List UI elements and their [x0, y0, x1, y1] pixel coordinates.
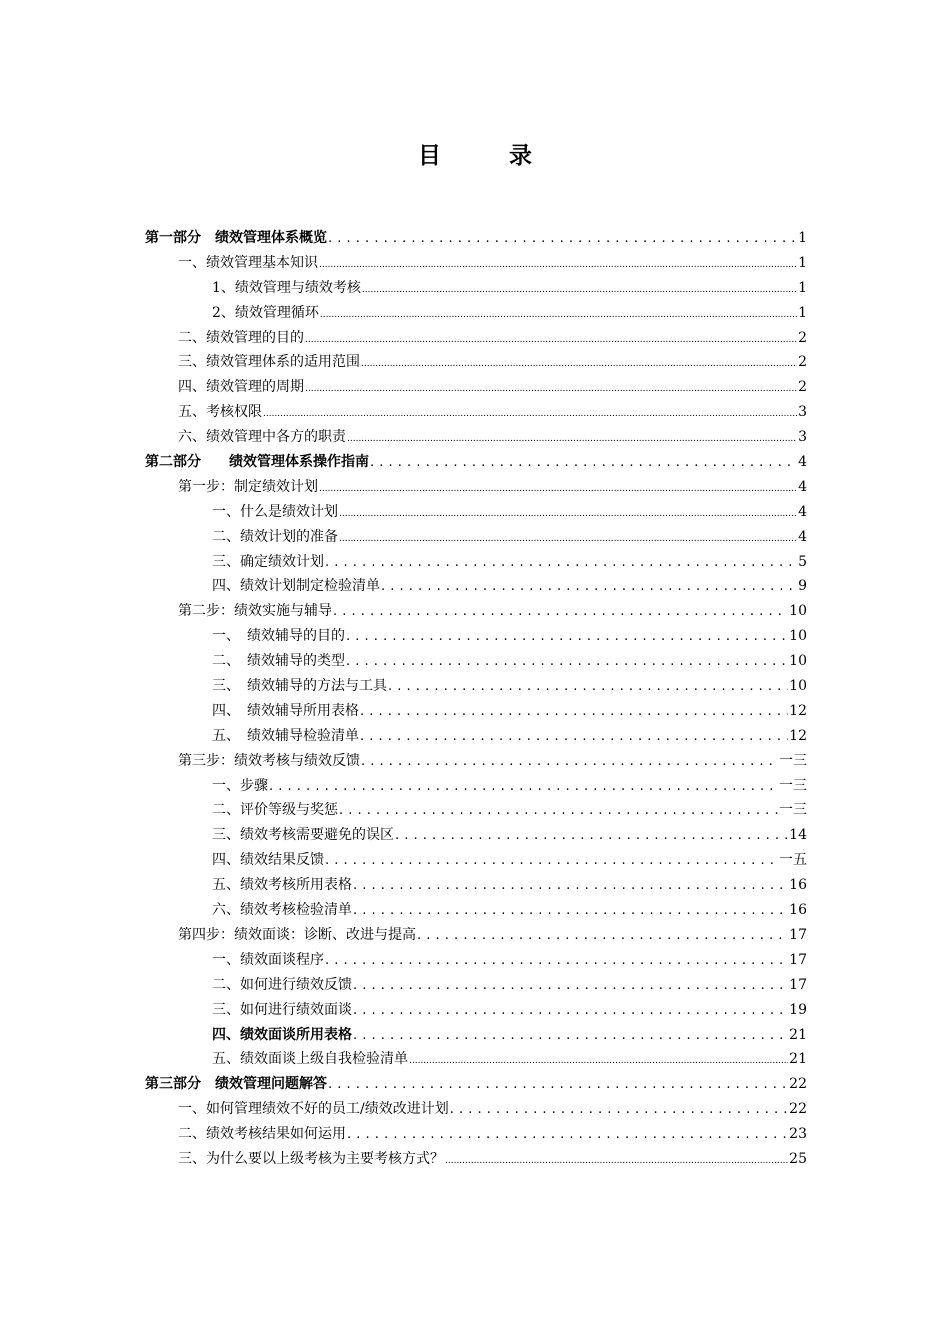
toc-page-number: 17	[789, 976, 807, 993]
toc-dot-leader	[263, 400, 797, 427]
toc-page-number: 10	[789, 628, 807, 645]
toc-entry[interactable]	[145, 525, 807, 550]
toc-entry[interactable]	[145, 848, 807, 873]
toc-entry[interactable]	[145, 749, 807, 774]
toc-page-number: 23	[789, 1126, 807, 1143]
toc-entry[interactable]	[145, 724, 807, 749]
toc-entry-text: 五、绩效考核所用表格	[212, 877, 352, 894]
toc-dot-leader	[362, 276, 797, 303]
toc-entry-text: 第一部分 绩效管理体系概览	[145, 230, 327, 246]
toc-dot-leader	[360, 724, 788, 750]
toc-dot-leader	[417, 923, 788, 949]
toc-page-number: 17	[789, 951, 807, 968]
toc-entry-text: 二、 绩效辅导的类型	[212, 653, 345, 670]
toc-page-number: 1	[798, 279, 807, 296]
toc-entry[interactable]	[145, 1097, 807, 1122]
toc-entry[interactable]	[145, 798, 807, 823]
toc-page-number: 4	[798, 503, 807, 520]
toc-entry-text: 五、考核权限	[178, 404, 262, 421]
toc-entry-text: 三、为什么要以上级考核为主要考核方式？	[178, 1150, 444, 1167]
toc-page-number: 1	[798, 254, 807, 271]
toc-page-number: 22	[789, 1101, 807, 1118]
toc-entry-text: 一、绩效面谈程序	[212, 951, 324, 968]
toc-entry-text: 五、绩效面谈上级自我检验清单	[212, 1051, 408, 1068]
toc-entry[interactable]	[145, 948, 807, 973]
toc-dot-leader	[353, 998, 788, 1024]
toc-entry-text: 六、绩效考核检验清单	[212, 902, 352, 919]
toc-page-number: 9	[798, 578, 807, 595]
toc-page-number: 3	[798, 429, 807, 446]
toc-page-number: 一三	[779, 802, 807, 819]
toc-entry[interactable]	[145, 425, 807, 450]
toc-page-number: 4	[798, 454, 807, 471]
toc-page-number: 1	[798, 304, 807, 321]
toc-entry[interactable]	[145, 873, 807, 898]
toc-entry[interactable]	[145, 251, 807, 276]
toc-entry-text: 四、绩效结果反馈	[212, 852, 324, 869]
toc-dot-leader	[409, 1047, 788, 1074]
toc-dot-leader	[339, 798, 778, 824]
toc-page-number: 2	[798, 354, 807, 371]
toc-dot-leader	[319, 475, 797, 502]
toc-dot-leader	[353, 973, 788, 999]
toc-part-entry[interactable]	[145, 1072, 807, 1097]
toc-dot-leader	[325, 848, 778, 874]
toc-entry[interactable]	[145, 350, 807, 375]
toc-dot-leader	[328, 1072, 788, 1098]
toc-entry[interactable]	[145, 1147, 807, 1172]
toc-dot-leader	[305, 375, 797, 402]
toc-entry-text: 第二部分 绩效管理体系操作指南	[145, 454, 369, 471]
toc-entry-text: 一、 绩效辅导的目的	[212, 628, 345, 645]
toc-dot-leader	[346, 649, 788, 675]
toc-entry-text: 2、绩效管理循环	[212, 304, 319, 321]
toc-page-number: 14	[789, 827, 807, 844]
toc-entry-text: 四、绩效面谈所用表格	[212, 1026, 352, 1043]
toc-entry[interactable]	[145, 699, 807, 724]
toc-page-number: 3	[798, 404, 807, 421]
toc-entry-text: 六、绩效管理中各方的职责	[178, 429, 346, 446]
toc-dot-leader	[325, 550, 797, 576]
toc-entry-text: 第三步：绩效考核与绩效反馈	[178, 752, 360, 769]
toc-dot-leader	[450, 1097, 788, 1123]
toc-page-number: 21	[789, 1026, 807, 1043]
toc-entry-text: 四、 绩效辅导所用表格	[212, 702, 359, 719]
toc-page-number: 2	[798, 329, 807, 346]
toc-page-number: 10	[789, 653, 807, 670]
toc-entry-text: 三、如何进行绩效面谈	[212, 1001, 352, 1018]
toc-list	[145, 226, 807, 1172]
toc-entry[interactable]	[145, 550, 807, 575]
toc-page-number: 12	[789, 702, 807, 719]
toc-entry-text: 二、绩效考核结果如何运用	[178, 1126, 346, 1143]
toc-dot-leader	[353, 898, 788, 924]
toc-page-number: 21	[789, 1051, 807, 1068]
toc-entry-text: 四、绩效管理的周期	[178, 379, 304, 396]
toc-page-number: 12	[789, 727, 807, 744]
toc-dot-leader	[319, 251, 797, 278]
toc-entry-text: 一、步骤	[212, 777, 268, 794]
toc-entry[interactable]	[145, 599, 807, 624]
toc-dot-leader	[388, 674, 788, 700]
toc-dot-leader	[360, 699, 788, 725]
toc-entry-text: 三、确定绩效计划	[212, 553, 324, 570]
toc-page-number: 25	[789, 1150, 807, 1167]
toc-dot-leader	[333, 599, 788, 625]
toc-page-number: 2	[798, 379, 807, 396]
toc-dot-leader	[353, 873, 788, 899]
toc-dot-leader	[339, 500, 797, 527]
toc-entry-text: 二、评价等级与奖惩	[212, 802, 338, 819]
toc-dot-leader	[269, 774, 778, 800]
toc-entry-text: 第一步：制定绩效计划	[178, 478, 318, 495]
toc-entry-text: 二、绩效管理的目的	[178, 329, 304, 346]
toc-dot-leader	[346, 624, 788, 650]
toc-entry-text: 一、什么是绩效计划	[212, 503, 338, 520]
toc-entry[interactable]	[145, 973, 807, 998]
toc-page-number: 10	[789, 678, 807, 695]
toc-entry-text: 三、 绩效辅导的方法与工具	[212, 678, 387, 695]
toc-entry[interactable]	[145, 624, 807, 649]
toc-entry[interactable]	[145, 998, 807, 1023]
toc-entry[interactable]	[145, 301, 807, 326]
toc-dot-leader	[445, 1147, 788, 1174]
toc-dot-leader	[339, 525, 797, 552]
toc-dot-leader	[370, 450, 797, 476]
toc-dot-leader	[320, 301, 797, 328]
toc-entry-text: 二、如何进行绩效反馈	[212, 976, 352, 993]
toc-dot-leader	[361, 350, 797, 377]
toc-page-number: 16	[789, 877, 807, 894]
toc-entry-text: 第三部分 绩效管理问题解答	[145, 1076, 327, 1093]
toc-entry-text: 二、绩效计划的准备	[212, 528, 338, 545]
toc-entry[interactable]	[145, 500, 807, 525]
toc-entry[interactable]	[145, 898, 807, 923]
toc-entry-text: 四、绩效计划制定检验清单	[212, 578, 380, 595]
toc-entry[interactable]	[145, 774, 807, 799]
toc-entry[interactable]	[145, 400, 807, 425]
toc-title: 目 录	[417, 142, 562, 169]
toc-page-number: 一三	[779, 777, 807, 794]
toc-dot-leader	[381, 574, 797, 600]
toc-part-entry[interactable]	[145, 226, 807, 251]
toc-entry[interactable]	[145, 574, 807, 599]
toc-entry-text: 一、绩效管理基本知识	[178, 254, 318, 271]
toc-dot-leader	[305, 326, 797, 353]
toc-page-number: 22	[789, 1076, 807, 1093]
toc-page-number: 5	[798, 553, 807, 570]
toc-entry-text: 第二步：绩效实施与辅导	[178, 603, 332, 620]
toc-page-number: 10	[789, 603, 807, 620]
toc-entry[interactable]	[145, 923, 807, 948]
toc-dot-leader	[353, 1023, 788, 1049]
toc-dot-leader	[361, 749, 778, 775]
toc-entry[interactable]	[145, 1023, 807, 1048]
toc-entry-text: 第四步：绩效面谈：诊断、改进与提高	[178, 926, 416, 943]
toc-entry[interactable]	[145, 475, 807, 500]
toc-dot-leader	[325, 948, 788, 974]
toc-entry[interactable]	[145, 375, 807, 400]
toc-entry[interactable]	[145, 1047, 807, 1072]
toc-page-number: 17	[789, 926, 807, 943]
toc-entry[interactable]	[145, 326, 807, 351]
toc-entry-text: 1、绩效管理与绩效考核	[212, 279, 361, 296]
toc-entry-text: 一、如何管理绩效不好的员工/绩效改进计划	[178, 1101, 449, 1118]
toc-page-number: 16	[789, 902, 807, 919]
toc-dot-leader	[395, 823, 788, 849]
toc-page-number: 一三	[779, 752, 807, 769]
toc-entry[interactable]	[145, 1122, 807, 1147]
toc-entry[interactable]	[145, 823, 807, 848]
toc-entry[interactable]	[145, 276, 807, 301]
toc-page-number: 4	[798, 478, 807, 495]
toc-page-number: 4	[798, 528, 807, 545]
toc-dot-leader	[347, 1122, 788, 1148]
toc-entry-text: 三、绩效管理体系的适用范围	[178, 354, 360, 371]
toc-entry-text: 五、 绩效辅导检验清单	[212, 727, 359, 744]
toc-part-entry[interactable]	[145, 450, 807, 475]
toc-dot-leader	[347, 425, 797, 452]
toc-entry[interactable]	[145, 649, 807, 674]
toc-entry-text: 三、绩效考核需要避免的误区	[212, 827, 394, 844]
toc-dot-leader	[328, 226, 797, 252]
toc-page-number: 1	[798, 230, 807, 246]
toc-page-number: 19	[789, 1001, 807, 1018]
toc-page-number: 一五	[779, 852, 807, 869]
toc-entry[interactable]	[145, 674, 807, 699]
